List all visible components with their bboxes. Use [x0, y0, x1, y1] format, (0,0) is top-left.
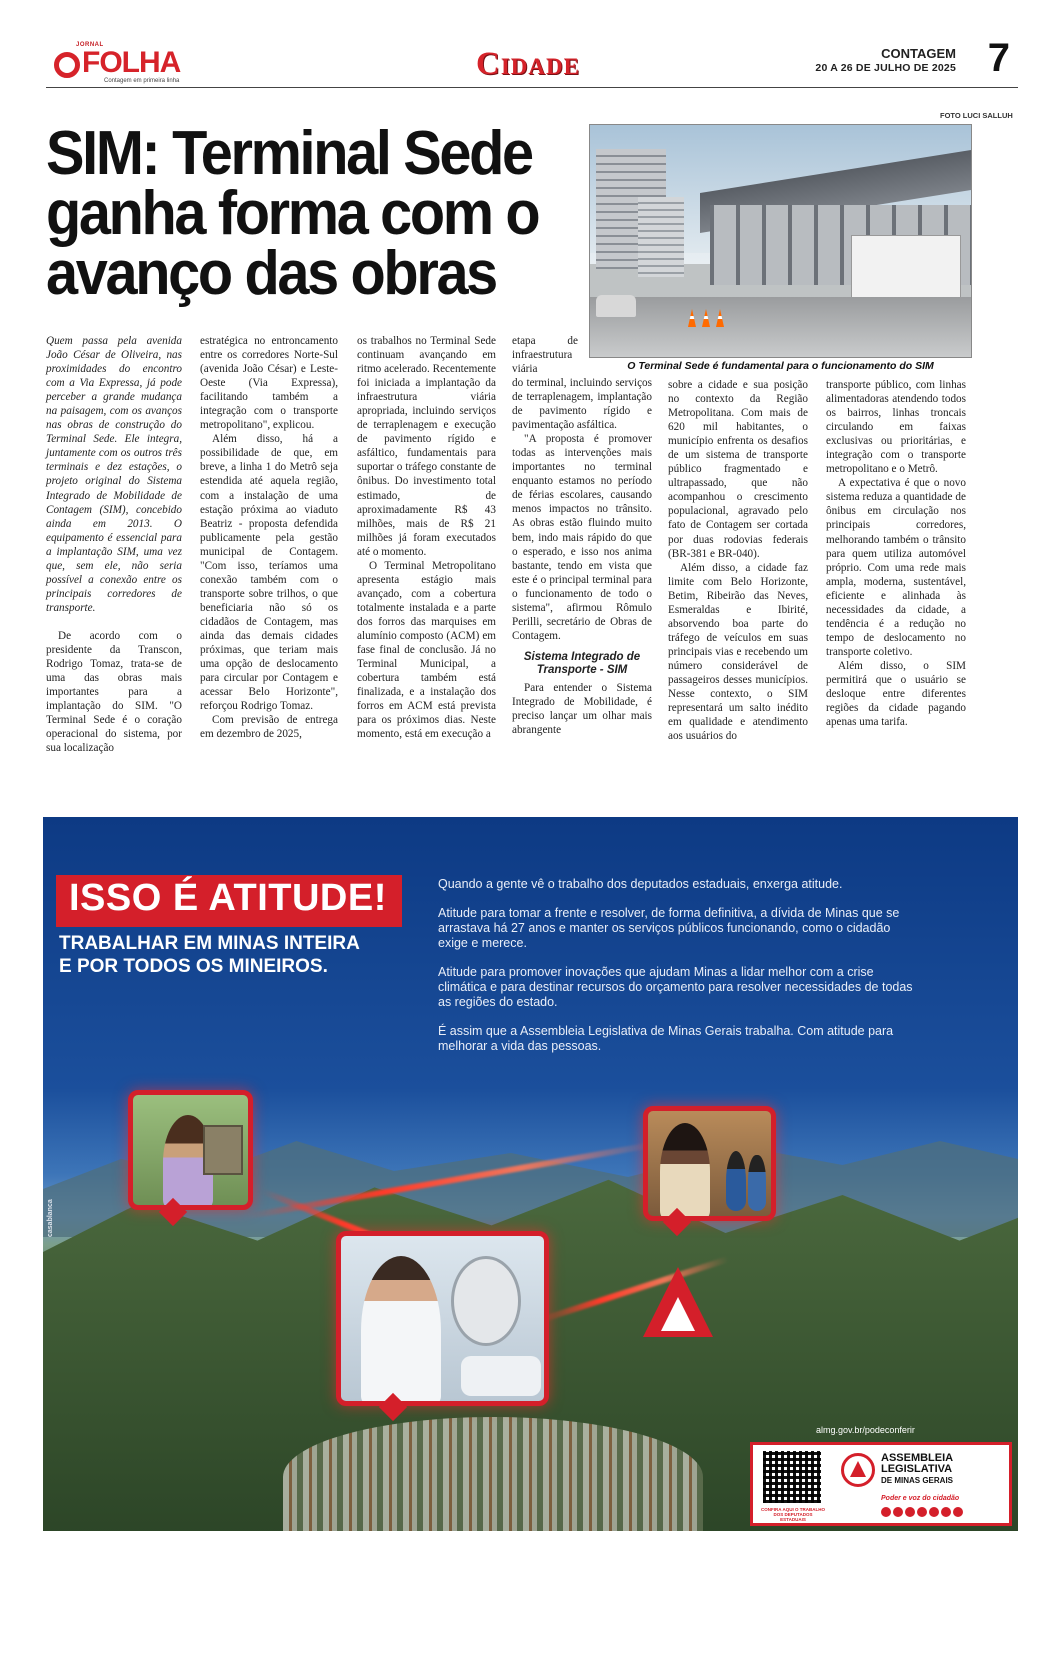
article-paragraph: sobre a cidade e sua posição no contexto da Região Metropolitana. Com mais de 620 mil habitantes, o município enfrenta os desafios de um sistema de transporte público fragmentado e ultrapassado, que não acompanhou o crescimento populacional, agravado pelo fato de Contagem ser cortada por duas rodovias federais (BR-381 e BR-040).: [668, 379, 808, 560]
article-paragraph: Além disso, há a possibilidade de que, em breve, a linha 1 do Metrô seja estendida até aquela região, com a instalação de uma estação próxima ao viaduto Beatriz - proposta defendida publicamente pela gestão municipal de Contagem. "Com isso, teríamos uma conexão também com o transporte sobre trilhos, o que beneficiaria não só os cidadãos de Contagem, mas ainda das demais cidades próximas, que teriam mais uma opção de deslocamento para circular por Contagem e acessar Belo Horizonte", reforçou Rodrigo Tomaz.: [200, 433, 338, 713]
article-paragraph: "A proposta é promover todas as intervenções mais importantes no terminal enquanto estamos no período de férias escolares, causando menos impactos no trânsito. As obras estão fluindo muito bem, indo mais rápido do que o esperado, e isso nos anima bastante, tendo em vista que este é o principal terminal para o funcionamento de todo o sistema", afirmou Rômulo Perilli, secretário de Obras de Contagem.: [512, 433, 652, 642]
ad-body-text: [438, 877, 918, 1068]
article-paragraph: estratégica no entroncamento entre os corredores Norte-Sul (avenida João César) e Leste-Oeste (Via Expressa), facilitando também a integração com o transporte metropolitano", explicou.: [200, 335, 338, 432]
facebook-icon[interactable]: [905, 1507, 915, 1517]
article-paragraph: O Terminal Metropolitano apresenta estágio mais avançado, com a cobertura totalmente instalada e a parte dos forros das marquises em alumínio composto (ACM) em fase final de conclusão. Já no Terminal Municipal, a cobertura também está finalizada, e a instalação dos forros em ACM está prevista para os próximos dias. Neste momento, está em execução a: [357, 559, 496, 741]
article-subhead: Sistema Integrado de Transporte - SIM: [523, 650, 641, 676]
ad-paragraph: Atitude para promover inovações que ajudam Minas a lidar melhor com a crise climática e para destinar recursos do orçamento para resolver necessidades de todas as regiões do estado.: [438, 965, 913, 1009]
article-paragraph: Com previsão de entrega em dezembro de 2025,: [200, 714, 338, 741]
ad-subtitle-line: TRABALHAR EM MINAS INTEIRA: [59, 933, 360, 954]
ad-person-child: [748, 1155, 766, 1211]
article-paragraph: Além disso, o SIM permitirá que o usuário se desloque entre diferentes regiões da cidade pagando apenas uma tarifa.: [826, 659, 966, 729]
section-title: Cidade: [476, 46, 580, 82]
ad-title: ISSO É ATITUDE!: [69, 877, 387, 919]
article-lede: Quem passa pela avenida João César de Oliveira, nas proximidades do encontro com a Via Expressa, já pode perceber a grande mudança na paisagem, com os avanços nas obras de construção do Terminal Sede. Ele integra, juntamente com os outros três terminais e dez estações, o projeto original do Sistema Integrado de Mobilidade de Contagem (SIM), concebido ainda em 2013. O equipamento é essencial para a implantação SIM, uma vez que, sem ele, não seria possível a conexão entre os principais corredores de transporte.: [46, 335, 182, 614]
ad-patient-bed: [461, 1356, 541, 1396]
ad-url[interactable]: almg.gov.br/podeconferir: [816, 1425, 915, 1435]
ad-person-child: [726, 1151, 746, 1211]
x-icon[interactable]: [929, 1507, 939, 1517]
ad-photo-bubble-teacher: [643, 1106, 776, 1221]
whatsapp-icon[interactable]: [941, 1507, 951, 1517]
social-icons: [881, 1507, 963, 1517]
article-paragraph: Além disso, a cidade faz limite com Belo Horizonte, Betim, Ribeirão das Neves, Esmeraldas e Ibirité, absorvendo boa parte do tráfego de veículos em suas principais vias e recebendo um número considerável de passageiros desses municípios. Nesse contexto, o SIM representará um salto inédito em qualidade e atendimento aos usuários do: [668, 561, 808, 743]
photo-road: [590, 297, 971, 357]
page-header: [46, 38, 1018, 88]
article-paragraph: transporte público, com linhas alimentadoras atendendo todos os bairros, linhas troncais circulando em faixas exclusivas ou prioritárias, e integração com o transporte metropolitano e o Metrô.: [826, 379, 966, 476]
qr-code-icon[interactable]: [763, 1451, 821, 1503]
logo-name: FOLHA: [82, 46, 181, 79]
ad-photo-bubble-doctor: [336, 1231, 549, 1406]
almg-advertisement: [43, 817, 1018, 1531]
article-paragraph: De acordo com o presidente da Transcon, Rodrigo Tomaz, trata-se de uma das obras mais importantes para a implantação do SIM. "O Terminal Sede é o coração operacional do sistema, por sua localização: [46, 629, 182, 755]
ad-subtitle-line: E POR TODOS OS MINEIROS.: [59, 956, 328, 977]
photo-caption: O Terminal Sede é fundamental para o funcionamento do SIM: [627, 360, 934, 372]
almg-name-line: DE MINAS GERAIS: [881, 1476, 954, 1485]
article-paragraph: A expectativa é que o novo sistema reduza a quantidade de ônibus em circulação nos principais corredores, melhorando também o trânsito para quem utiliza automóvel próprio. Com uma rede mais ampla, moderna, sustentável, eficiente e alinhada às necessidades da cidade, a tendência é a redução no tempo de deslocamento no transporte coletivo.: [826, 477, 966, 658]
article-paragraph: etapa de infraestrutura viária: [512, 335, 578, 376]
almg-name-line: ASSEMBLEIA: [881, 1452, 954, 1464]
ad-agency-credit: casablanca: [47, 1199, 54, 1237]
telegram-icon[interactable]: [953, 1507, 963, 1517]
article-column-6: [826, 378, 966, 729]
article-paragraph: os trabalhos no Terminal Sede continuam avançando em ritmo acelerado. Recentemente foi iniciada a implantação da infraestrutura viária apropriada, incluindo serviços de terraplenagem e execução de pavimento rígido e asfáltico, fundamentais para suportar o tráfego constante de ônibus. Do investimento total estimado, de aproximadamente R$ 43 milhões, mais de R$ 21 milhões já foram executados até o momento.: [357, 335, 496, 558]
ad-subtitle: [59, 932, 360, 978]
almg-name-line: LEGISLATIVA: [881, 1463, 953, 1475]
photo-building: [638, 197, 684, 277]
article-column-1: [46, 334, 182, 755]
article-column-5: [668, 378, 808, 743]
qr-caption: CONFIRA AQUI O TRABALHO DOS DEPUTADOS ESTADUAIS: [761, 1507, 825, 1522]
article-paragraph: Para entender o Sistema Integrado de Mobilidade, é preciso lançar um olhar mais abrangente: [512, 681, 652, 737]
article-column-3: [357, 334, 496, 741]
ad-town: [283, 1417, 703, 1531]
ad-photo-bubble-student: [128, 1090, 253, 1210]
edition-date: 20 A 26 DE JULHO DE 2025: [815, 62, 956, 74]
page-number: 7: [987, 36, 1010, 80]
newspaper-logo: [54, 42, 194, 82]
ad-paragraph: Quando a gente vê o trabalho dos deputados estaduais, enxerga atitude.: [438, 877, 843, 891]
article-paragraph: do terminal, incluindo serviços de terraplenagem, implantação de pavimento rígido e pavimentação asfáltica.: [512, 377, 652, 432]
photo-car: [596, 295, 636, 317]
ad-sink: [203, 1125, 243, 1175]
logo-top-text: JORNAL: [76, 42, 104, 48]
almg-logo-icon: [841, 1453, 875, 1487]
article-column-4: [512, 376, 652, 737]
ad-person-doctor: [361, 1256, 441, 1406]
logo-tagline: Contagem em primeira linha: [104, 78, 180, 84]
almg-name: [881, 1453, 953, 1486]
edition-city: CONTAGEM: [881, 46, 956, 61]
article-photo: [589, 124, 972, 358]
photo-credit: FOTO LUCI SALLUH: [940, 111, 1013, 120]
logo-ring-icon: [54, 52, 80, 78]
youtube-icon[interactable]: [881, 1507, 891, 1517]
article-column-4-top: [512, 334, 578, 376]
ad-xray-machine: [451, 1256, 521, 1346]
almg-slogan: Poder e voz do cidadão: [881, 1495, 960, 1502]
instagram-icon[interactable]: [893, 1507, 903, 1517]
article-column-2: [200, 334, 338, 741]
article-headline: SIM: Terminal Sede ganha forma com o avanço das obras: [46, 119, 539, 308]
tiktok-icon[interactable]: [917, 1507, 927, 1517]
ad-paragraph: Atitude para tomar a frente e resolver, de forma definitiva, a dívida de Minas que se arrastava há 27 anos e manter os serviços públicos funcionando, como o cidadão exige e merece.: [438, 906, 900, 950]
ad-paragraph: É assim que a Assembleia Legislativa de Minas Gerais trabalha. Com atitude para melhorar a vida das pessoas.: [438, 1024, 894, 1053]
ad-person-woman: [660, 1123, 710, 1221]
edition-info: [815, 46, 956, 76]
almg-signature-box: [750, 1442, 1012, 1526]
